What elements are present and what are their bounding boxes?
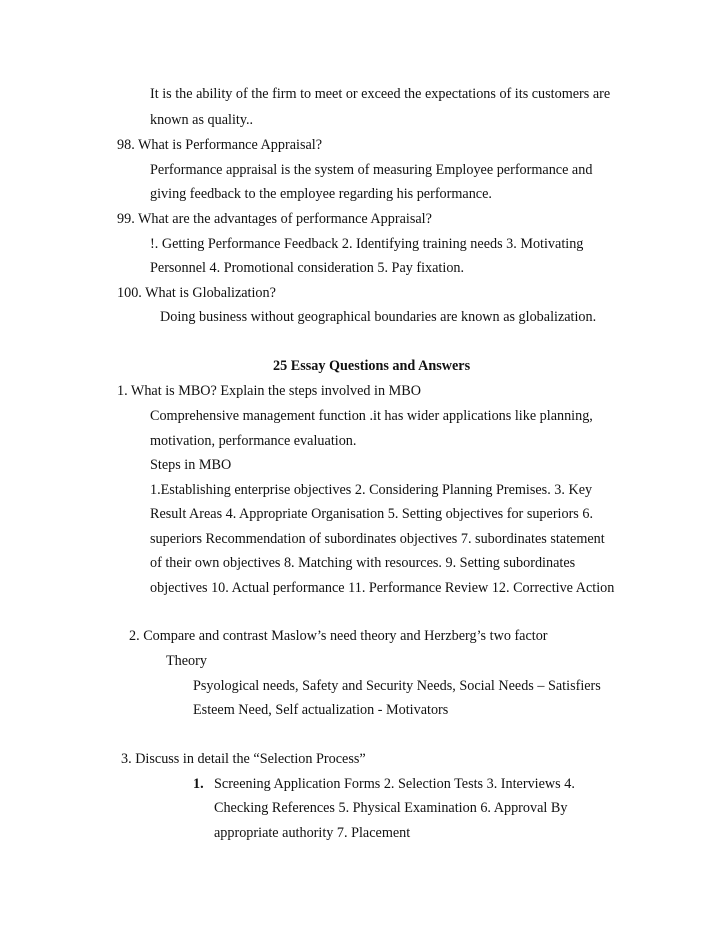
essay3-item-number: 1.: [193, 776, 204, 792]
essay3-item-line-2: Checking References 5. Physical Examination 6. Approval By: [214, 800, 568, 816]
essay1-steps-line-4: of their own objectives 8. Matching with resources. 9. Setting subordinates: [150, 555, 576, 571]
q99-answer-line-1: !. Getting Performance Feedback 2. Identifying training needs 3. Motivating: [150, 236, 584, 252]
essay1-steps-line-1: 1.Establishing enterprise objectives 2. Considering Planning Premises. 3. Key: [150, 482, 593, 498]
q100-question: 100. What is Globalization?: [117, 285, 276, 301]
q99-answer-line-2: Personnel 4. Promotional consideration 5. Pay fixation.: [150, 260, 465, 276]
essay2-line-2: Esteem Need, Self actualization - Motivators: [193, 702, 449, 718]
essay1-question: 1. What is MBO? Explain the steps involved in MBO: [117, 383, 421, 399]
essay3-question: 3. Discuss in detail the “Selection Process”: [121, 751, 366, 767]
essay3-item-line-1: Screening Application Forms 2. Selection Tests 3. Interviews 4.: [214, 776, 575, 792]
essay1-steps-line-5: objectives 10. Actual performance 11. Performance Review 12. Corrective Action: [150, 580, 615, 596]
q100-answer-line-1: Doing business without geographical boundaries are known as globalization.: [160, 309, 597, 325]
essay3-item-line-3: appropriate authority 7. Placement: [214, 825, 411, 841]
q97-answer-line-1: It is the ability of the firm to meet or exceed the expectations of its customers are: [150, 86, 611, 102]
essay-section-heading: 25 Essay Questions and Answers: [273, 358, 471, 374]
q98-answer-line-1: Performance appraisal is the system of measuring Employee performance and: [150, 162, 593, 178]
essay2-line-1: Psyological needs, Safety and Security Needs, Social Needs – Satisfiers: [193, 678, 601, 694]
essay2-question-cont: Theory: [166, 653, 207, 669]
q98-question: 98. What is Performance Appraisal?: [117, 137, 322, 153]
essay1-steps-line-3: superiors Recommendation of subordinates objectives 7. subordinates statement: [150, 531, 605, 547]
q97-answer-line-2: known as quality..: [150, 112, 254, 128]
essay1-body-line-2: motivation, performance evaluation.: [150, 433, 357, 449]
essay1-steps-label: Steps in MBO: [150, 457, 232, 473]
q99-question: 99. What are the advantages of performance Appraisal?: [117, 211, 432, 227]
q98-answer-line-2: giving feedback to the employee regarding his performance.: [150, 186, 492, 202]
essay1-steps-line-2: Result Areas 4. Appropriate Organisation 5. Setting objectives for superiors 6.: [150, 506, 594, 522]
essay2-question: 2. Compare and contrast Maslow’s need theory and Herzberg’s two factor: [129, 628, 548, 644]
essay1-body-line-1: Comprehensive management function .it has wider applications like planning,: [150, 408, 593, 424]
